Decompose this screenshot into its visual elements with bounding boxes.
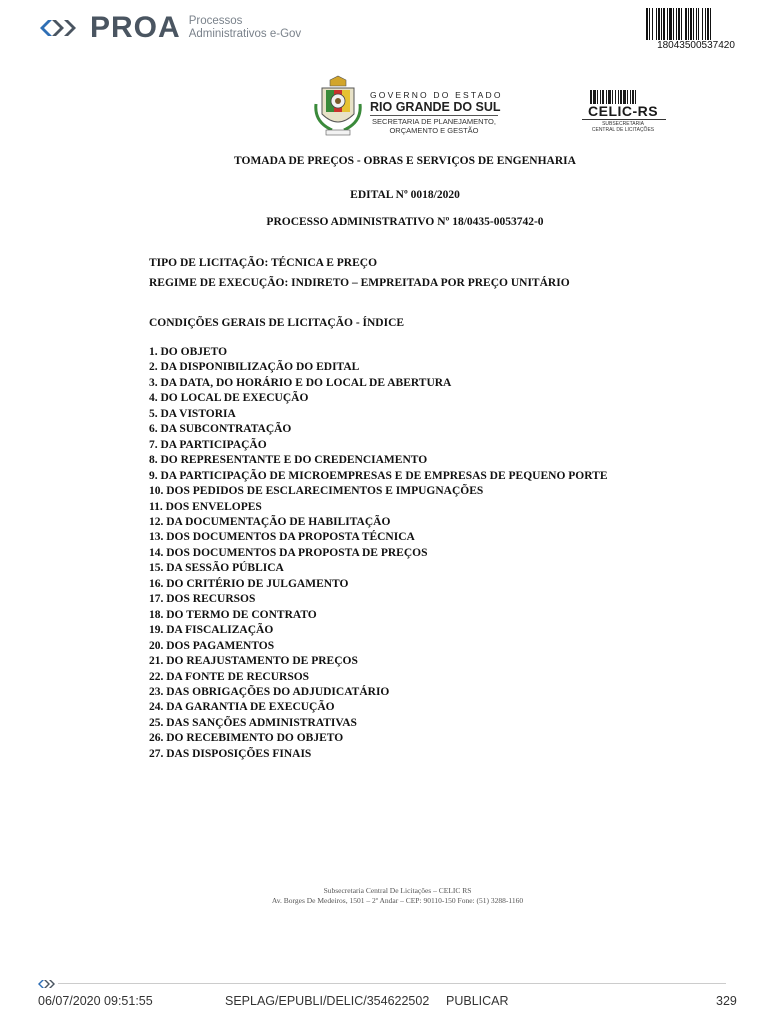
proa-subtitle-line1: Processos: [188, 15, 243, 27]
proa-subtitle-line2: Administrativos e-Gov: [188, 28, 302, 40]
toc-item: 13. DOS DOCUMENTOS DA PROPOSTA TÉCNICA: [149, 531, 415, 544]
barcode-number: 18043500537420: [657, 40, 735, 51]
conditions-heading: CONDIÇÕES GERAIS DE LICITAÇÃO - ÍNDICE: [149, 317, 405, 329]
edital-number: EDITAL Nº 0018/2020: [350, 189, 460, 201]
celic-name: CELIC-RS: [588, 103, 659, 119]
toc-item: 20. DOS PAGAMENTOS: [149, 639, 275, 652]
celic-subtitle: [584, 121, 662, 133]
proa-subtitle: [189, 15, 301, 41]
gov-line-2: RIO GRANDE DO SUL: [370, 100, 501, 114]
timestamp: 06/07/2020 09:51:55: [38, 994, 153, 1008]
proa-arrows-icon: [38, 14, 88, 42]
celic-divider: [582, 119, 666, 120]
document-reference: SEPLAG/EPUBLI/DELIC/354622502: [225, 994, 430, 1008]
toc-item: 7. DA PARTICIPAÇÃO: [149, 438, 267, 451]
toc-item: 4. DO LOCAL DE EXECUÇÃO: [149, 392, 309, 405]
proa-small-arrows-icon: [38, 980, 56, 988]
celic-logo-bars-icon: [590, 90, 658, 104]
barcode: [646, 8, 742, 40]
table-of-contents: [149, 345, 607, 762]
coat-of-arms-icon: [312, 74, 364, 138]
toc-item: 27. DAS DISPOSIÇÕES FINAIS: [149, 747, 312, 760]
action-label: PUBLICAR: [446, 994, 509, 1008]
toc-item: 12. DA DOCUMENTAÇÃO DE HABILITAÇÃO: [149, 515, 391, 528]
toc-item: 24. DA GARANTIA DE EXECUÇÃO: [149, 701, 335, 714]
proa-logo: [38, 12, 301, 44]
celic-subtitle-line2: CENTRAL DE LICITAÇÕES: [591, 127, 655, 133]
toc-item: 9. DA PARTICIPAÇÃO DE MICROEMPRESAS E DE EMPRESAS DE PEQUENO PORTE: [149, 469, 608, 482]
toc-item: 3. DA DATA, DO HORÁRIO E DO LOCAL DE ABERTURA: [149, 376, 452, 389]
toc-item: 21. DO REAJUSTAMENTO DE PREÇOS: [149, 655, 358, 668]
toc-item: 14. DOS DOCUMENTOS DA PROPOSTA DE PREÇOS: [149, 546, 428, 559]
toc-item: 26. DO RECEBIMENTO DO OBJETO: [149, 732, 344, 745]
proa-brand-name: PROA: [90, 11, 181, 44]
toc-item: 18. DO TERMO DE CONTRATO: [149, 608, 317, 621]
toc-item: 2. DA DISPONIBILIZAÇÃO DO EDITAL: [149, 361, 360, 374]
footer-office: Subsecretaria Central De Licitações – CELIC RS: [323, 886, 472, 895]
toc-item: 16. DO CRITÉRIO DE JULGAMENTO: [149, 577, 349, 590]
toc-item: 19. DA FISCALIZAÇÃO: [149, 624, 274, 637]
document-title: TOMADA DE PREÇOS - OBRAS E SERVIÇOS DE ENGENHARIA: [234, 155, 576, 167]
footer-address: Av. Borges De Medeiros, 1501 – 2º Andar – CEP: 90110-150 Fone: (51) 3288-1160: [271, 896, 524, 905]
licitation-type: TIPO DE LICITAÇÃO: TÉCNICA E PREÇO: [149, 257, 378, 269]
toc-item: 10. DOS PEDIDOS DE ESCLARECIMENTOS E IMPUGNAÇÕES: [149, 485, 484, 498]
process-number: PROCESSO ADMINISTRATIVO Nº 18/0435-0053742-0: [266, 216, 544, 228]
toc-item: 5. DA VISTORIA: [149, 407, 236, 420]
toc-item: 11. DOS ENVELOPES: [149, 500, 262, 513]
toc-item: 15. DA SESSÃO PÚBLICA: [149, 562, 284, 575]
toc-item: 17. DOS RECURSOS: [149, 593, 256, 606]
gov-divider: [370, 115, 498, 116]
toc-item: 6. DA SUBCONTRATAÇÃO: [149, 423, 292, 436]
execution-regime: REGIME DE EXECUÇÃO: INDIRETO – EMPREITADA POR PREÇO UNITÁRIO: [149, 277, 570, 289]
toc-item: 1. DO OBJETO: [149, 346, 228, 358]
celic-subtitle-line1: SUBSECRETARIA: [602, 121, 644, 127]
toc-item: 8. DO REPRESENTANTE E DO CREDENCIAMENTO: [149, 454, 428, 467]
toc-item: 25. DAS SANÇÕES ADMINISTRATIVAS: [149, 716, 357, 729]
bottom-divider: [58, 983, 726, 984]
toc-item: 23. DAS OBRIGAÇÕES DO ADJUDICATÁRIO: [149, 685, 390, 698]
gov-secretaria-line1: SECRETARIA DE PLANEJAMENTO,: [372, 117, 496, 126]
gov-secretaria: [370, 117, 498, 135]
gov-secretaria-line2: ORÇAMENTO E GESTÃO: [389, 126, 479, 135]
page-number: 329: [716, 994, 737, 1008]
toc-item: 22. DA FONTE DE RECURSOS: [149, 670, 310, 683]
gov-line-1: GOVERNO DO ESTADO: [370, 90, 503, 100]
